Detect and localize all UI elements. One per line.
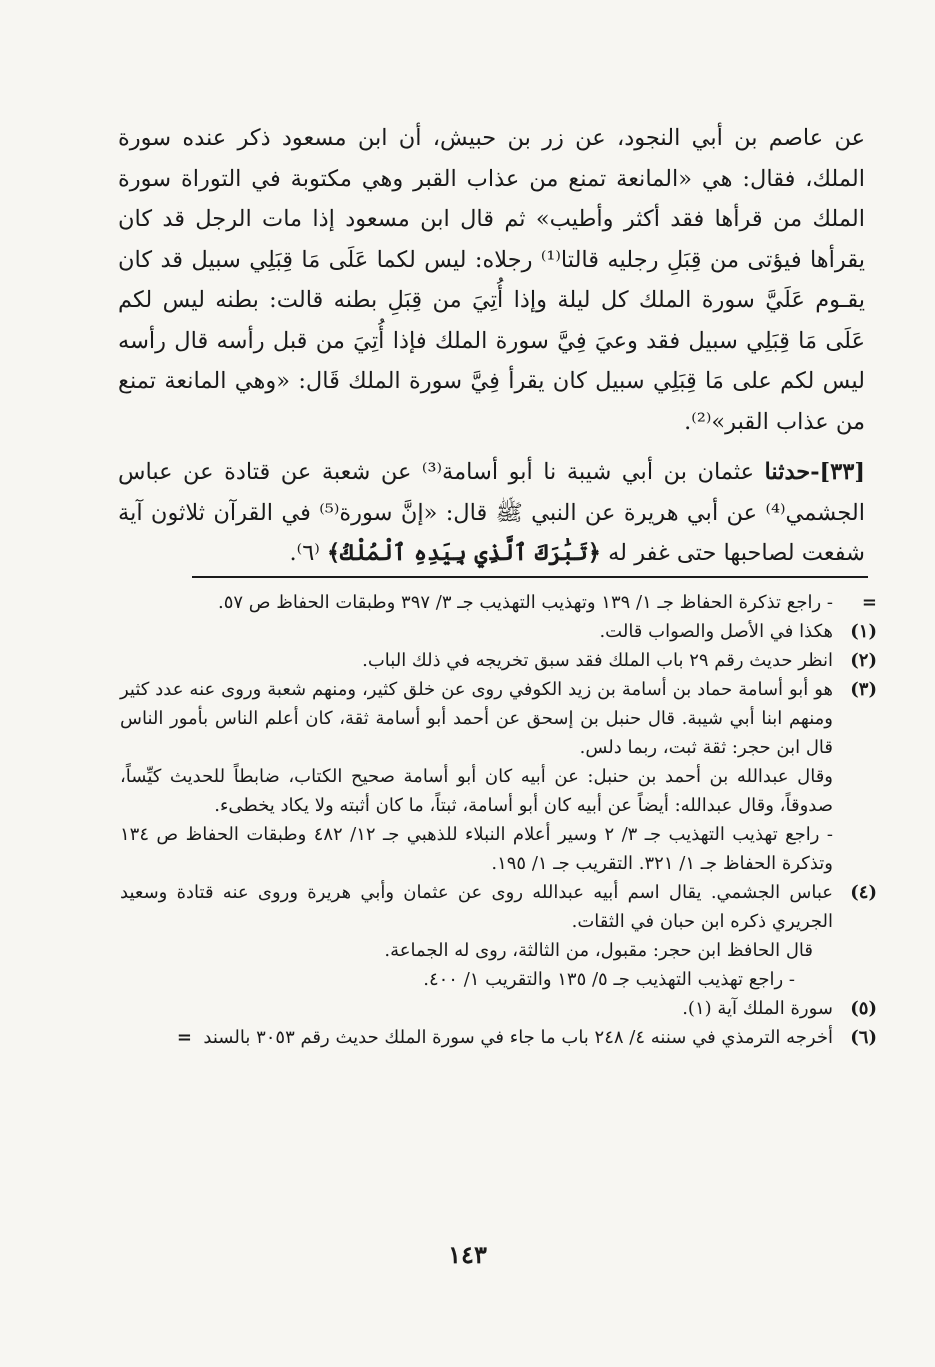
footnote-3	[120, 675, 877, 878]
footnote-text: سورة الملك آية (١).	[682, 998, 833, 1019]
footnote-line: - راجع تهذيب التهذيب جـ ٣/ ٢ وسير أعلام النبلاء للذهبي جـ ١٢/ ٤٨٢ وطبقات الحفاظ ص ١٣٤ وتذكرة الحفاظ جـ ١/ ٣٢١. التقريب جـ ١/ ١٩٥.	[120, 824, 833, 874]
footnote-marker: (٤)	[850, 882, 877, 903]
footnote-line: عباس الجشمي. يقال اسم أبيه عبدالله روى عن عثمان وأبي هريرة وروى عنه قتادة وسعيد الجريري ذكره ابن حبان في الثقات.	[120, 882, 833, 932]
footnote-marker: (٣)	[850, 679, 877, 700]
footnote-line: وقال عبدالله بن أحمد بن حنبل: عن أبيه كان أبو أسامة صحيح الكتاب، ضابطاً للحديث كيِّساً، صدوقاً، وقال عبدالله: أيضاً عن أبيه كان أبو أسامة، ثبتاً، ما كان أثبته ولا يكاد يخطىء.	[120, 766, 833, 816]
footnote-5	[120, 994, 877, 1023]
footnote-marker: (٢)	[850, 650, 877, 671]
continuation-text: - راجع تذكرة الحفاظ جـ ١/ ١٣٩ وتهذيب التهذيب جـ ٣/ ٣٩٧ وطبقات الحفاظ ص ٥٧.	[217, 592, 833, 613]
footnote-marker: (٥)	[850, 998, 877, 1019]
continuation-mark: =	[861, 592, 877, 613]
hadith-33	[118, 452, 865, 574]
page-number: ١٤٣	[448, 1240, 487, 1269]
hadith-text: عثمان بن أبي شيبة نا أبو أسامة⁽³⁾ عن شعبة عن قتادة عن عباس الجشمي⁽⁴⁾ عن أبي هريرة عن النبي ﷺ قال: «إنَّ سورة⁽⁵⁾ في القرآن ثلاثون آية شفعت لصاحبها حتى غفر له	[118, 459, 866, 566]
footnote-6	[120, 1023, 877, 1052]
footnote-1	[120, 617, 877, 646]
footnote-end-mark: =	[176, 1027, 192, 1048]
footnote-line: - راجع تهذيب التهذيب جـ ٥/ ١٣٥ والتقريب ١/ ٤٠٠.	[423, 969, 795, 990]
footnote-body	[120, 878, 833, 994]
paragraph-1: عن عاصم بن أبي النجود، عن زر بن حبيش، أن ابن مسعود ذكر عنده سورة الملك، فقال: هي «المانعة تمنع من عذاب القبر وهي مكتوبة في التوراة سورة الملك من قرأها فقد أكثر وأطيب» ثم قال ابن مسعود إذا مات الرجل قد كان يقرأها فيؤتى من قِبَلِ رجليه قالتا⁽¹⁾ رجلاه: ليس لكما عَلَى مَا قِبَلِي سبيل قد كان يقـوم عَلَيَّ سورة الملك كل ليلة وإذا أُتِيَ من قِبَلِ بطنه قالت: بطنه ليس لكم عَلَى مَا قِبَلِي سبيل فقد وعيَ فِيَّ سورة الملك فإذا أُتِيَ من قبل رأسه قال رأسه ليس لكم على مَا قِبَلِي سبيل كان يقرأ فِيَّ سورة الملك قَال: «وهي المانعة تمنع من عذاب القبر»⁽²⁾.	[118, 125, 865, 435]
main-text	[118, 118, 865, 574]
footnote-marker: (١)	[850, 621, 877, 642]
footnote-continuation	[120, 588, 877, 617]
footnote-line: هو أبو أسامة حماد بن أسامة بن زيد الكوفي روى عن خلق كثير، ومنهم شعبة وروى عنه عدد كثير ومنهم ابنا أبي شيبة. قال حنبل بن إسحق عن أحمد أبو أسامة ثقة، كان أعلم الناس بأمور الناس قال ابن حجر: ثقة ثبت، ربما دلس.	[120, 679, 833, 758]
hadith-number: [٣٣]-	[810, 459, 865, 485]
footnote-text: هكذا في الأصل والصواب قالت.	[599, 621, 833, 642]
footnote-4	[120, 878, 877, 994]
footnote-text: انظر حديث رقم ٢٩ باب الملك فقد سبق تخريجه في ذلك الباب.	[362, 650, 833, 671]
footnote-marker: (٦)	[850, 1027, 877, 1048]
hadith-text-end: ⁽٦⁾.	[289, 540, 327, 566]
footnotes	[120, 588, 877, 1052]
footnote-line: قال الحافظ ابن حجر: مقبول، من الثالثة، روى له الجماعة.	[384, 940, 813, 961]
footnote-2	[120, 646, 877, 675]
footnote-body	[120, 675, 833, 878]
footnote-separator	[192, 576, 868, 578]
footnote-line: أخرجه الترمذي في سننه ٤/ ٢٤٨ باب ما جاء في سورة الملك حديث رقم ٣٠٥٣ بالسند	[203, 1027, 833, 1048]
hadith-intro: حدثنا	[764, 459, 811, 485]
quran-verse: ﴿تَبَٰرَكَ ٱلَّذِي بِيَدِهِ ٱلْمُلْكُ﴾	[326, 540, 601, 566]
footnote-text	[120, 1023, 833, 1052]
